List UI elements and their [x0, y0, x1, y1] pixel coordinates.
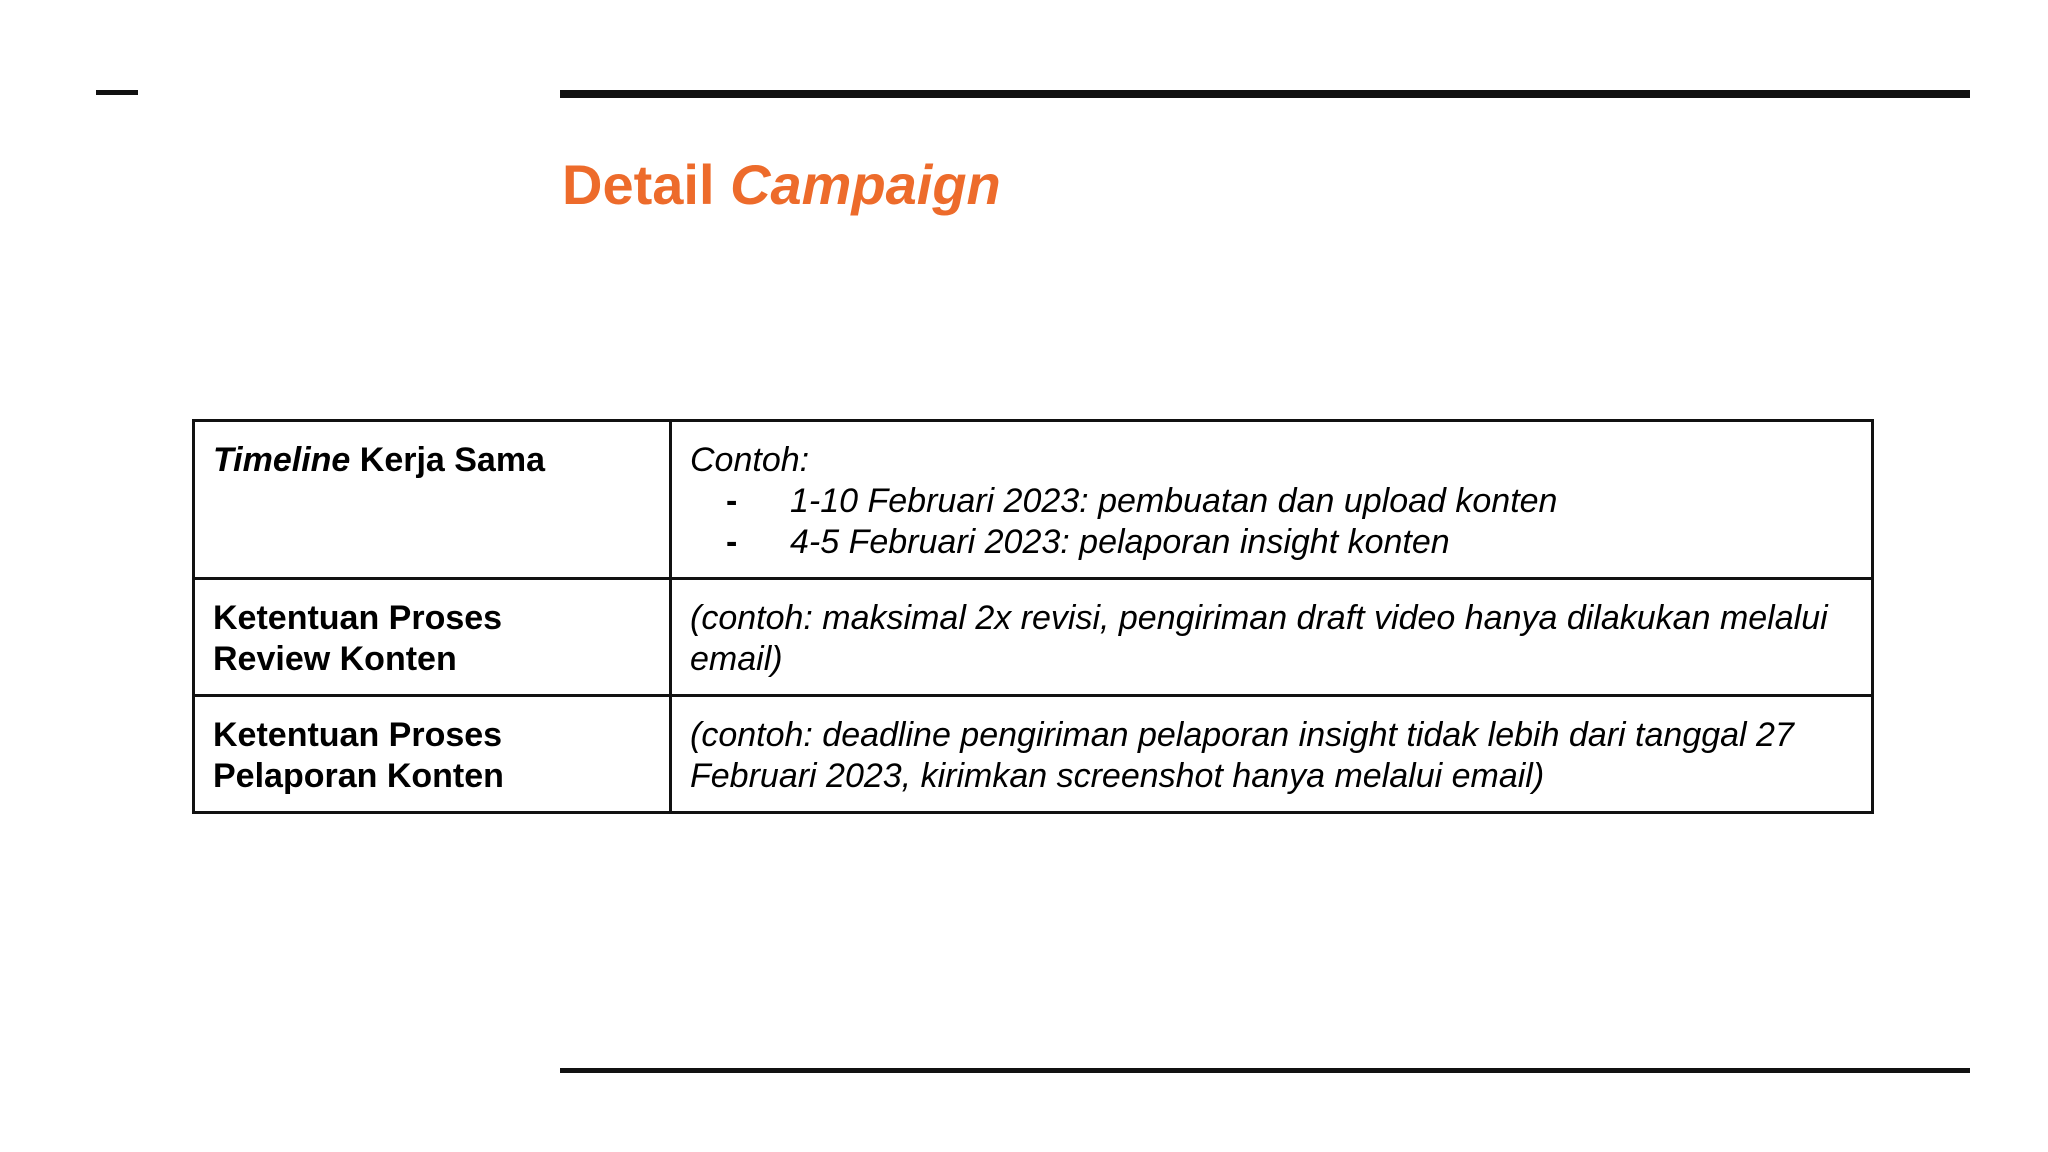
label-line: Ketentuan Proses — [213, 599, 503, 637]
label-line: Pelaporan Konten — [213, 757, 504, 795]
list-item — [726, 481, 1853, 522]
list-item — [726, 522, 1853, 563]
title-main: Detail — [562, 153, 731, 216]
campaign-detail-table — [192, 419, 1874, 814]
page-title — [562, 150, 1001, 220]
row-label-review — [194, 579, 671, 696]
label-line: Ketentuan Proses — [213, 716, 503, 754]
bullet-dash: - — [726, 523, 738, 561]
table-row-review — [194, 579, 1873, 696]
title-emphasis: Campaign — [730, 153, 1001, 216]
bullet-dash: - — [726, 482, 738, 520]
list-item-text: 4-5 Februari 2023: pelaporan insight konten — [790, 523, 1450, 561]
row-value-reporting: (contoh: deadline pengiriman pelaporan insight tidak lebih dari tanggal 27 Februari 2023, kirimkan screenshot hanya melalui email) — [671, 696, 1873, 813]
top-rule — [560, 90, 1970, 98]
row-value-timeline — [671, 421, 1873, 579]
value-intro: Contoh: — [690, 441, 810, 479]
label-line: Review Konten — [213, 640, 457, 678]
slide-corner-mark — [96, 90, 138, 95]
timeline-list — [690, 481, 1853, 563]
table-row-reporting — [194, 696, 1873, 813]
row-value-review: (contoh: maksimal 2x revisi, pengiriman draft video hanya dilakukan melalui email) — [671, 579, 1873, 696]
row-label-reporting — [194, 696, 671, 813]
label-emphasis: Timeline — [213, 441, 351, 479]
bottom-rule — [560, 1068, 1970, 1073]
table-row-timeline — [194, 421, 1873, 579]
list-item-text: 1-10 Februari 2023: pembuatan dan upload konten — [790, 482, 1558, 520]
row-label-timeline — [194, 421, 671, 579]
label-rest: Kerja Sama — [350, 441, 545, 479]
